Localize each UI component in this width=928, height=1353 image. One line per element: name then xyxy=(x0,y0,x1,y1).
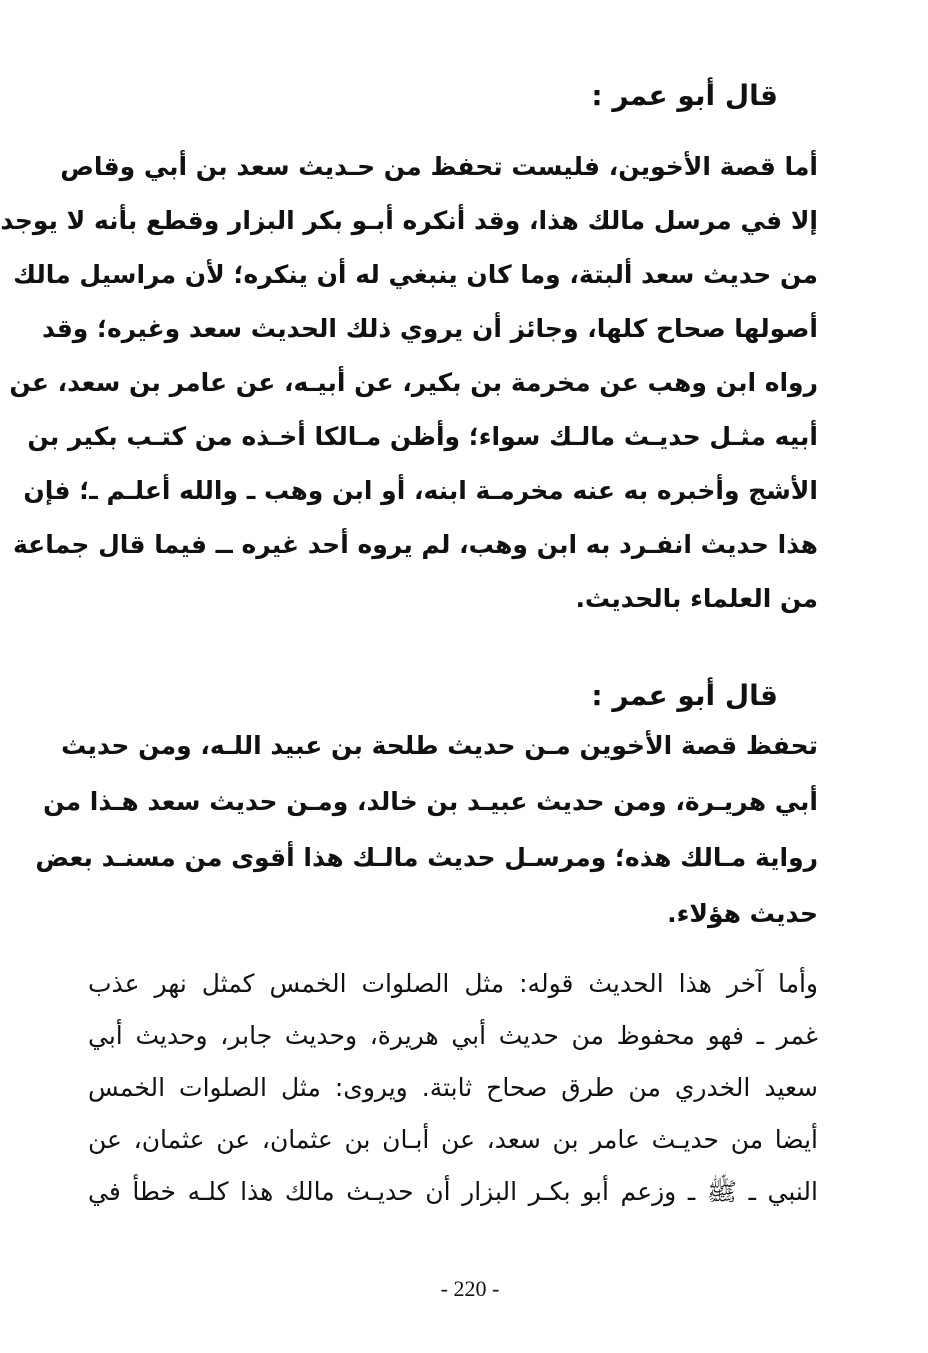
text-line: النبي ـ ﷺ ـ وزعم أبو بكـر البزار أن حديـث مالك هذا كلـه خطأ في xyxy=(88,1177,818,1206)
text-line: أبيه مثـل حديـث مالـك سواء؛ وأظن مـالكا أخـذه من كتـب بكير بن xyxy=(27,422,818,451)
paragraph-3 xyxy=(88,958,818,1218)
text-line: رواه ابن وهب عن مخرمة بن بكير، عن أبيـه، عن عامر بن سعد، عن xyxy=(9,368,818,397)
text-line: وأما آخر هذا الحديث قوله: مثل الصلوات الخمس كمثل نهر عذب xyxy=(88,969,818,998)
text-line: هذا حديث انفـرد به ابن وهب، لم يروه أحد غيره ــ فيما قال جماعة xyxy=(12,530,818,559)
text-line: الأشج وأخبره به عنه مخرمـة ابنه، أو ابن وهب ـ والله أعلـم ـ؛ فإن xyxy=(23,476,818,505)
page-number: - 220 - xyxy=(440,1276,500,1301)
text-line: من العلماء بالحديث. xyxy=(575,584,818,613)
paragraph-1 xyxy=(0,140,818,626)
text-line: رواية مـالك هذه؛ ومرسـل حديث مالـك هذا أقوى من مسنـد بعض xyxy=(35,843,818,872)
text-line: أيضا من حديـث عامر بن سعد، عن أبـان بن عثمان، عن عثمان، عن xyxy=(88,1125,818,1154)
text-line: حديث هؤلاء. xyxy=(667,899,818,928)
paragraph-2 xyxy=(35,718,818,942)
section-heading: قال أبو عمر : xyxy=(591,679,778,712)
text-line: أما قصة الأخوين، فليست تحفظ من حـديث سعد بن أبي وقاص xyxy=(60,152,818,181)
text-line: من حديث سعد ألبتة، وما كان ينبغي له أن ينكره؛ لأن مراسيل مالك xyxy=(13,260,818,289)
section-heading: قال أبو عمر : xyxy=(591,79,778,112)
text-line: غمر ـ فهو محفوظ من حديث أبي هريرة، وحديث جابر، وحديث أبي xyxy=(88,1021,818,1050)
text-line: تحفظ قصة الأخوين مـن حديث طلحة بن عبيد اللـه، ومن حديث xyxy=(61,731,818,760)
text-line: أبي هريـرة، ومن حديث عبيـد بن خالد، ومـن حديث سعد هـذا من xyxy=(43,787,818,816)
text-line: أصولها صحاح كلها، وجائز أن يروي ذلك الحديث سعد وغيره؛ وقد xyxy=(42,314,818,343)
text-line: إلا في مرسل مالك هذا، وقد أنكره أبـو بكر البزار وقطع بأنه لا يوجد xyxy=(0,206,818,235)
text-line: سعيد الخدري من طرق صحاح ثابتة. ويروى: مثل الصلوات الخمس xyxy=(88,1073,818,1102)
